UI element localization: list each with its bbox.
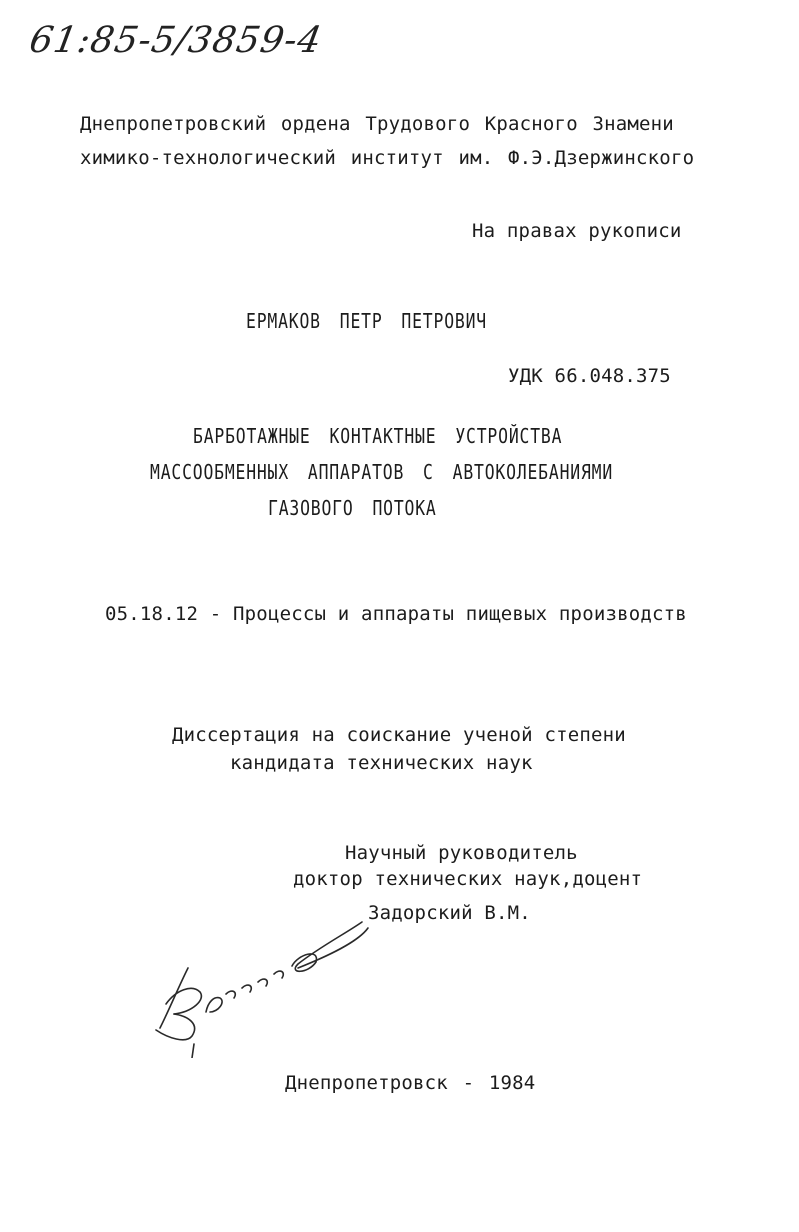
dissertation-line-2: кандидата технических наук <box>230 752 533 774</box>
advisor-name: Задорский В.М. <box>368 902 531 924</box>
place-and-year: Днепропетровск - 1984 <box>285 1072 536 1094</box>
institute-line-1: Днепропетровский ордена Трудового Красного Знамени <box>80 113 674 135</box>
author-name: ЕРМАКОВ ПЕТР ПЕТРОВИЧ <box>246 309 487 333</box>
specialty-code: 05.18.12 - Процессы и аппараты пищевых производств <box>105 603 687 625</box>
institute-line-2: химико-технологический институт им. Ф.Э.Дзержинского <box>80 147 695 169</box>
title-line-3: ГАЗОВОГО ПОТОКА <box>268 496 437 520</box>
dissertation-line-1: Диссертация на соискание ученой степени <box>172 724 626 746</box>
rights-note: На правах рукописи <box>472 220 682 242</box>
archive-code-handwritten: 61:85-5/3859-4 <box>26 20 326 61</box>
advisor-degree: доктор технических наук,доцент <box>293 868 643 890</box>
advisor-role: Научный руководитель <box>345 842 578 864</box>
title-line-1: БАРБОТАЖНЫЕ КОНТАКТНЫЕ УСТРОЙСТВА <box>193 424 563 448</box>
author-signature-icon <box>148 908 378 1058</box>
udc-code: УДК 66.048.375 <box>508 365 671 387</box>
title-line-2: МАССООБМЕННЫХ АППАРАТОВ С АВТОКОЛЕБАНИЯМИ <box>150 460 614 484</box>
